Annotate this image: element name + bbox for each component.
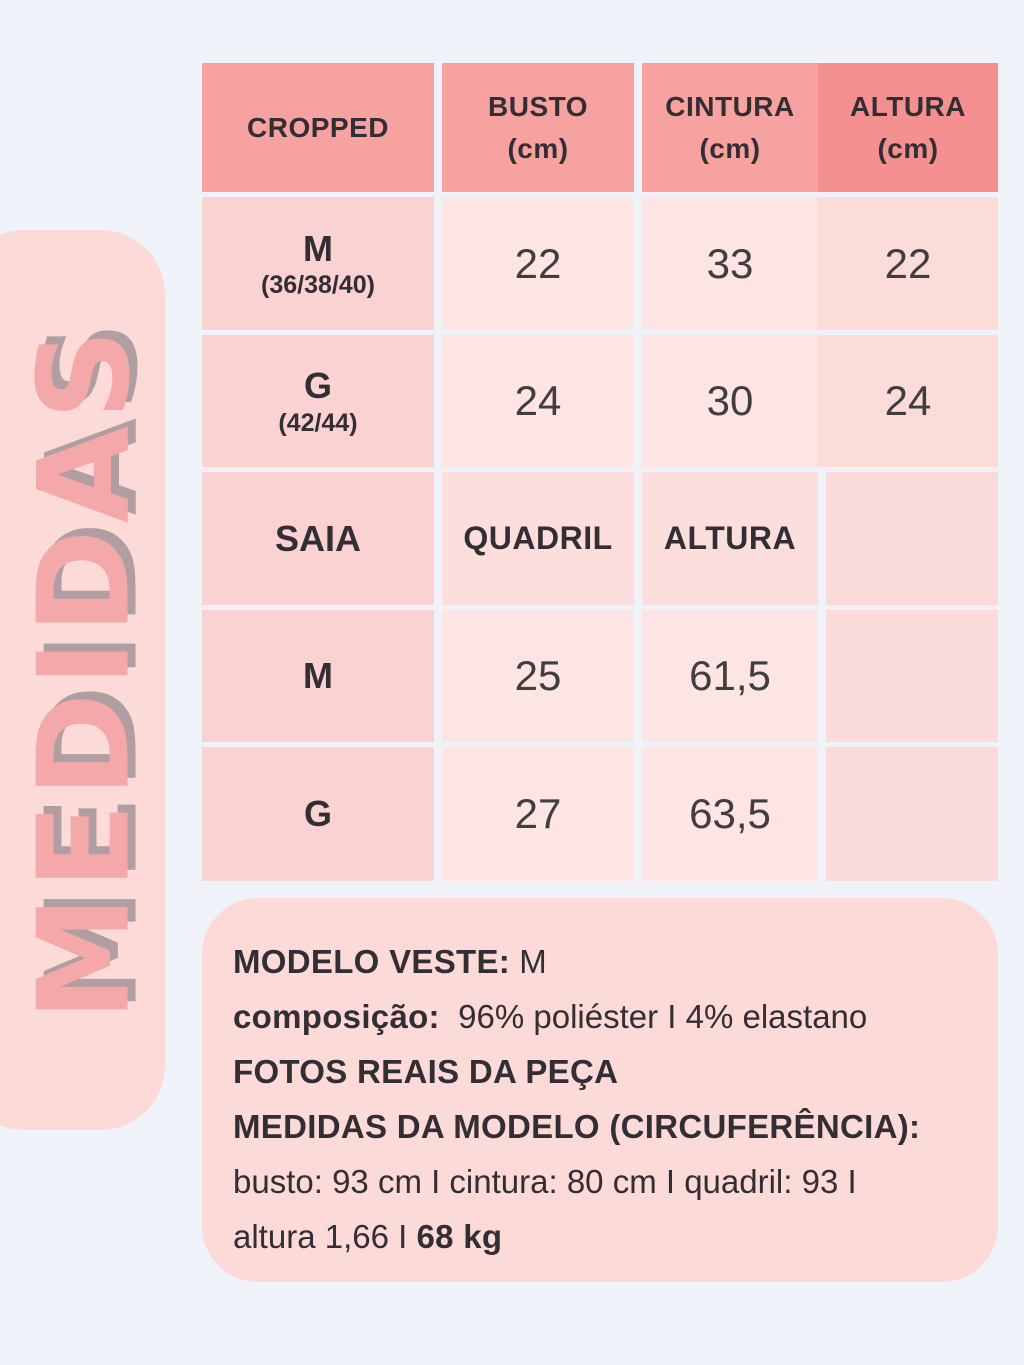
info-label: composição: (233, 998, 440, 1035)
saia-row-label-g (202, 747, 434, 881)
info-label: FOTOS REAIS DA PEÇA (233, 1053, 619, 1090)
info-label: MEDIDAS DA MODELO (CIRCUFERÊNCIA): (233, 1108, 921, 1145)
saia-value-g-quadril: 27 (442, 747, 634, 881)
measurements-table (202, 63, 998, 881)
info-value: altura 1,66 I (233, 1218, 417, 1255)
header-altura: ALTURA (cm) (818, 63, 998, 192)
value-g-altura: 24 (818, 335, 998, 467)
value-m-altura: 22 (818, 197, 998, 330)
header-cropped: CROPPED (202, 63, 434, 192)
size-label: G (303, 793, 332, 835)
info-line-fotos-reais (233, 1044, 970, 1099)
saia-row-label-m (202, 610, 434, 742)
saia-value-m-empty (826, 610, 998, 742)
size-sublabel: (42/44) (278, 408, 358, 437)
info-value: busto: 93 cm I cintura: 80 cm I quadril: 93 I (233, 1163, 857, 1200)
info-box (202, 898, 998, 1282)
saia-value-m-quadril: 25 (442, 610, 634, 742)
info-value: M (510, 943, 547, 980)
header-busto: BUSTO (cm) (442, 63, 634, 192)
header-saia (202, 472, 434, 605)
value-g-cintura: 30 (642, 335, 818, 467)
saia-value-m-altura: 61,5 (642, 610, 818, 742)
header-saia-altura: ALTURA (642, 472, 818, 605)
info-line-modelo-veste (233, 934, 970, 989)
value-m-busto: 22 (442, 197, 634, 330)
section-label: SAIA (274, 517, 361, 559)
info-line-altura-peso (233, 1209, 970, 1264)
size-label: M (303, 655, 333, 697)
header-saia-empty (826, 472, 998, 605)
size-label: G (303, 365, 332, 407)
value-m-cintura: 33 (642, 197, 818, 330)
row-label-m (202, 197, 434, 330)
header-quadril: QUADRIL (442, 472, 634, 605)
size-sublabel: (36/38/40) (261, 271, 375, 300)
info-line-composicao (233, 989, 970, 1044)
size-label: M (303, 227, 333, 269)
info-line-medidas-modelo (233, 1099, 970, 1154)
vertical-title-medidas: MEDIDAS (10, 323, 158, 1021)
value-g-busto: 24 (442, 335, 634, 467)
info-value: 96% poliéster I 4% elastano (439, 998, 868, 1035)
info-label: MODELO VESTE: (233, 943, 511, 980)
saia-value-g-altura: 63,5 (642, 747, 818, 881)
header-cintura: CINTURA (cm) (642, 63, 818, 192)
saia-value-g-empty (826, 747, 998, 881)
row-label-g (202, 335, 434, 467)
info-line-busto-cintura-quadril (233, 1154, 970, 1209)
info-weight: 68 kg (416, 1218, 503, 1255)
